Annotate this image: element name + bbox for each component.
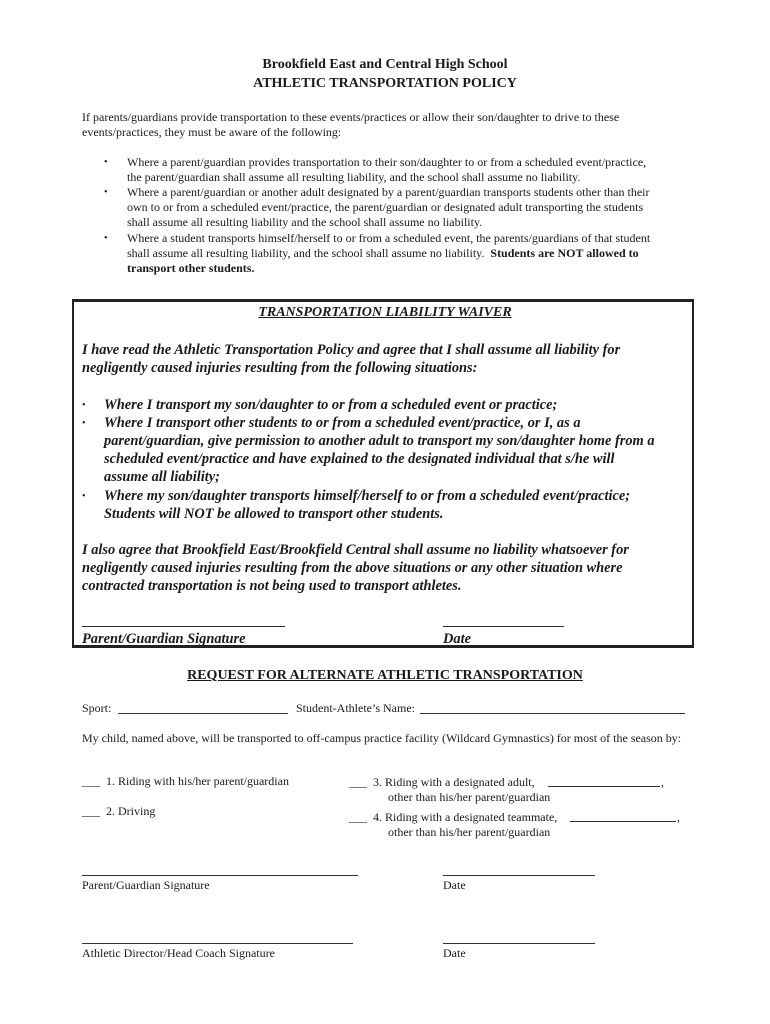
sport-label: Sport:: [82, 701, 112, 715]
ad-date-label: Date: [443, 946, 466, 960]
bullet-icon: •: [104, 157, 108, 168]
option-4-comma: ,: [677, 810, 680, 824]
student-name-label: Student-Athlete’s Name:: [296, 701, 415, 715]
policy-bullet-3-line-1: Where a student transports himself/herself to or from a scheduled event, the parents/guardians of that student: [127, 231, 651, 245]
waiver-para2-line-1: I also agree that Brookfield East/Brookfield Central shall assume no liability whatsoever for: [82, 542, 629, 558]
designated-adult-field[interactable]: [548, 786, 660, 787]
bullet-icon: •: [104, 233, 108, 244]
waiver-date-label: Date: [443, 631, 471, 647]
student-name-field[interactable]: [420, 713, 685, 714]
option-3-label: 3. Riding with a designated adult,: [373, 775, 535, 789]
request-statement: My child, named above, will be transported to off-campus practice facility (Wildcard Gymnastics) for most of the season by:: [82, 731, 682, 745]
option-4-label: 4. Riding with a designated teammate,: [373, 810, 558, 824]
waiver-item-3-line-2: Students will NOT be allowed to transport other students.: [104, 506, 444, 522]
waiver-para2-line-3: contracted transportation is not being used to transport athletes.: [82, 578, 462, 594]
option-2-blank[interactable]: ___: [82, 804, 100, 818]
intro-line-1: If parents/guardians provide transportation to these events/practices or allow their son/daughter to drive to these: [82, 110, 620, 124]
policy-bullet-3-line-2: [127, 246, 639, 261]
waiver-item-2-line-1: Where I transport other students to or from a scheduled event/practice, or I, as a: [104, 415, 581, 431]
request-title: REQUEST FOR ALTERNATE ATHLETIC TRANSPORTATION: [187, 668, 583, 683]
parent-signature-field[interactable]: [82, 875, 358, 876]
option-2-label: 2. Driving: [106, 804, 156, 818]
sport-field[interactable]: [118, 713, 288, 714]
waiver-para1-line-2: negligently caused injuries resulting from the following situations:: [82, 360, 478, 376]
waiver-para1-line-1: I have read the Athletic Transportation Policy and agree that I shall assume all liability for: [82, 342, 621, 358]
policy-bullet-2-line-3: shall assume all resulting liability and the school shall assume no liability.: [127, 215, 483, 229]
waiver-para2-line-2: negligently caused injuries resulting from the above situations or any other situation where: [82, 560, 623, 576]
bullet-icon: •: [82, 491, 86, 502]
ad-date-field[interactable]: [443, 943, 595, 944]
policy-bullet-3-line-2-text: shall assume all resulting liability, and the school shall assume no liability.: [127, 246, 485, 260]
policy-bullet-2-line-2: own to or from a scheduled event/practice, the parent/guardian or designated adult transporting the students: [127, 200, 644, 214]
parent-signature-label: Parent/Guardian Signature: [82, 878, 210, 892]
policy-bullet-1-line-1: Where a parent/guardian provides transportation to their son/daughter to or from a scheduled event/practice,: [127, 155, 647, 169]
option-1-blank[interactable]: ___: [82, 774, 100, 788]
policy-bullet-2-line-1: Where a parent/guardian or another adult designated by a parent/guardian transports students other than their: [127, 185, 650, 199]
policy-bullet-3-bold-tail: Students are NOT allowed to: [490, 246, 639, 260]
waiver-item-1-line-1: Where I transport my son/daughter to or from a scheduled event or practice;: [104, 397, 558, 413]
waiver-signature-line[interactable]: [82, 626, 285, 627]
option-4-sub: other than his/her parent/guardian: [388, 825, 551, 839]
parent-date-field[interactable]: [443, 875, 595, 876]
waiver-item-2-line-2: parent/guardian, give permission to another adult to transport my son/daughter home from a: [104, 433, 655, 449]
ad-signature-field[interactable]: [82, 943, 353, 944]
designated-teammate-field[interactable]: [570, 821, 676, 822]
parent-date-label: Date: [443, 878, 466, 892]
policy-bullet-1-line-2: the parent/guardian shall assume all resulting liability, and the school shall assume no liability.: [127, 170, 581, 184]
option-3-blank[interactable]: ___: [349, 775, 367, 789]
waiver-item-2-line-3: scheduled event/practice and have explained to the designated individual that s/he will: [104, 451, 615, 467]
waiver-date-line[interactable]: [443, 626, 564, 627]
option-3-sub: other than his/her parent/guardian: [388, 790, 551, 804]
bullet-icon: •: [104, 187, 108, 198]
waiver-item-3-line-1: Where my son/daughter transports himself/herself to or from a scheduled event/practice;: [104, 488, 631, 504]
waiver-signature-label: Parent/Guardian Signature: [82, 631, 246, 647]
option-4-blank[interactable]: ___: [349, 810, 367, 824]
bullet-icon: •: [82, 400, 86, 411]
ad-signature-label: Athletic Director/Head Coach Signature: [82, 946, 275, 960]
intro-line-2: events/practices, they must be aware of the following:: [82, 125, 342, 139]
policy-bullet-3-bold-line: transport other students.: [127, 261, 255, 275]
option-1-label: 1. Riding with his/her parent/guardian: [106, 774, 289, 788]
policy-title: ATHLETIC TRANSPORTATION POLICY: [253, 76, 517, 91]
school-name: Brookfield East and Central High School: [262, 57, 508, 72]
waiver-title: TRANSPORTATION LIABILITY WAIVER: [258, 305, 512, 320]
option-3-comma: ,: [661, 775, 664, 789]
bullet-icon: •: [82, 418, 86, 429]
waiver-item-2-line-4: assume all liability;: [104, 469, 220, 485]
